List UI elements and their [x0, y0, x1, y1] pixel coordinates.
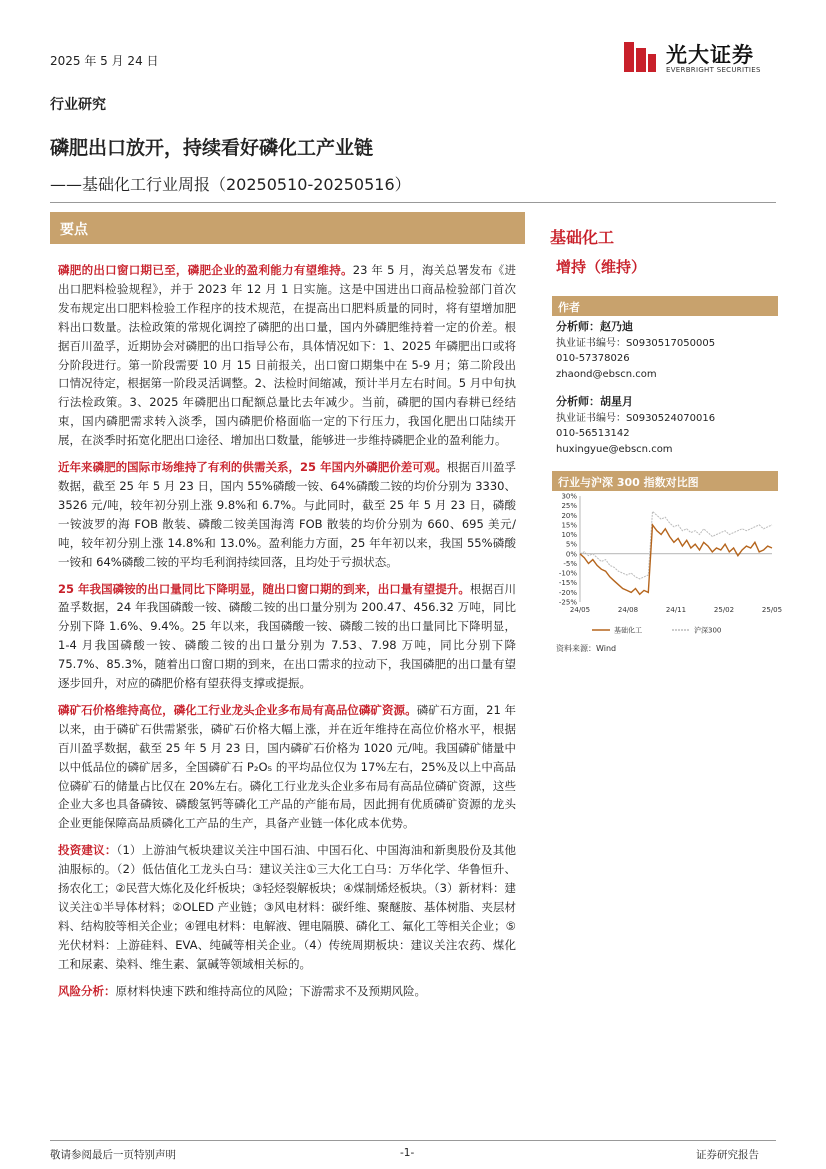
investment-advice	[58, 841, 516, 973]
analyst-cert: 执业证书编号：S0930517050005	[556, 337, 716, 349]
x-tick-label: 24/05	[569, 606, 591, 614]
report-subtitle: ——基础化工行业周报（20250510-20250516）	[50, 175, 411, 194]
y-tick-label: -10%	[558, 569, 577, 578]
y-tick-label: 10%	[561, 531, 577, 540]
analyst-name: 赵乃迪	[600, 320, 633, 333]
main-body	[58, 261, 516, 1009]
investment-label: 投资建议：	[58, 843, 117, 858]
y-tick-label: -5%	[563, 559, 577, 568]
legend-label: 基础化工	[614, 626, 642, 635]
analyst-email: huxingyue@ebscn.com	[556, 443, 673, 455]
analyst-block	[556, 319, 715, 382]
analyst-role: 分析师：	[556, 395, 600, 408]
x-tick-label: 24/08	[617, 606, 639, 614]
y-tick-label: 15%	[561, 521, 577, 530]
paragraph	[58, 458, 516, 571]
header-divider	[50, 202, 776, 203]
paragraph	[58, 580, 516, 693]
paragraph-text: 23 年 5 月，海关总署发布《进出口肥料检验规程》，并于 2023 年 12 月 1 日实施。这是中国进出口商品检验部门首次发布规定出口肥料检验工作程序的技术规范，在提高出口肥料质量的同时，将有望增加肥料出口数量。法检政策的常规化调控了磷肥的出口量，国内外磷肥维持着一定的价差。根据百川盈孚，近期协会对磷肥的出口指导公布，具体情况如下：1、2025 年磷肥出口或将分阶段进行。第一阶段需要 10 月 15 日前报关，出口窗口期集中在 5-9 月；第二阶段出口情况待定，根据第一阶段灵活调整。2、法检时间缩减，预计半月左右时间。5 月中旬执行法检政策。3、2025 年磷肥出口配额总量比去年减少。当前，磷肥的国内春耕已经结束，国内磷肥需求转入淡季，国内磷肥价格面临一定的下行压力，我国化肥出口陆续开展，在淡季时拓宽化肥出口途径、增加出口数量，能够进一步维持磷肥企业的盈利能力。	[58, 263, 517, 448]
analyst-block	[556, 394, 715, 457]
report-category: 行业研究	[50, 97, 106, 113]
y-tick-label: 0%	[565, 550, 577, 559]
keypoints-banner	[50, 212, 525, 244]
industry-name: 基础化工	[550, 228, 615, 247]
paragraph-text: 根据百川盈孚数据，24 年我国磷酸一铵、磷酸二铵的出口量分别为 200.47、456.32 万吨，同比分别下降 1.6%、9.4%。25 年以来，我国磷酸一铵、磷酸二铵的出口量同比下降明显，1-4 月我国磷酸一铵、磷酸二铵的出口量分别为 7.53、7.98 万吨，同比分别下降 75.7%、85.3%，随着出口窗口期的到来，在出口需求的拉动下，我国磷肥的出口量有望逐步回升，对应的磷肥价格有望获得支撑或提振。	[58, 581, 516, 691]
paragraph-lead: 近年来磷肥的国际市场维持了有利的供需关系，25 年国内外磷肥价差可观。	[58, 460, 447, 475]
y-tick-label: 20%	[561, 511, 577, 520]
analyst-phone: 010-57378026	[556, 353, 630, 364]
x-tick-label: 25/05	[761, 606, 783, 614]
analyst-email: zhaond@ebscn.com	[556, 368, 657, 380]
y-tick-label: -25%	[558, 598, 577, 607]
investment-text: （1）上游油气板块建议关注中国石油、中国石化、中国海油和新奥股份及其他油服标的。（2）低估值化工龙头白马：建议关注①三大化工白马：万华化学、华鲁恒升、扬农化工；②民营大炼化及化纤板块；③轻烃裂解板块；④煤制烯烃板块。（3）新材料：建议关注①半导体材料；②OLED 产业链；③风电材料：碳纤维、聚醚胺、基体树脂、夹层材料、结构胶等相关企业；④锂电材料：电解液、锂电隔膜、磷化工、氟化工等相关企业；⑤光伏材料：上游硅料、EVA、纯碱等相关企业。（4）传统周期板块：建议关注农药、煤化工和尿素、染料、维生素、氯碱等领域相关标的。	[58, 843, 517, 971]
rating: 增持（维持）	[556, 258, 647, 276]
paragraph-lead: 磷肥的出口窗口期已至，磷肥企业的盈利能力有望维持。	[58, 263, 353, 277]
x-tick-label: 25/02	[713, 606, 735, 614]
chart-banner	[552, 471, 778, 491]
paragraph-text: 根据百川盈孚数据，截至 25 年 5 月 23 日，国内 55%磷酸一铵、64%磷酸二铵的均价分别为 3330、3526 元/吨，较年初分别上涨 9.8%和 6.7%。与此同时，截至 25 年 5 月 23 日，磷酸一铵波罗的海 FOB 散装、磷酸二铵美国海湾 FOB 散装的均价分别为 660、695 美元/吨，较年初分别上涨 14.8%和 13.0%。盈利能力方面，25 年年初以来，我国 55%磷酸一铵和 64%磷酸二铵的平均毛利润持续回落，且均处于亏损状态。	[58, 460, 516, 569]
keypoints-label: 要点	[60, 222, 88, 238]
everbright-logo-icon	[622, 38, 658, 74]
y-tick-label: 5%	[565, 540, 577, 549]
analyst-name: 胡星月	[600, 395, 633, 408]
y-tick-label: -15%	[558, 579, 577, 588]
paragraph-text: 磷矿石方面，21 年以来，由于磷矿石供需紧张，磷矿石价格大幅上涨，并在近年维持在高位价格水平，根据百川盈孚数据，截至 25 年 5 月 23 日，国内磷矿石价格为 1020 元/吨。我国磷矿储量中以中低品位的磷矿居多，全国磷矿石 P₂O₅ 的平均品位仅为 17%左右，25%及以上中高品位磷矿石的储量占比仅在 20%左右。磷化工行业龙头企业多布局有高品位磷矿资源，这些企业大多也具备磷铵、磷酸氢钙等磷化工产品的产能布局，因此拥有优质磷矿资源的龙头企业更能保障高品质磷化工产品的生产，具备产业链一体化成本优势。	[58, 702, 516, 831]
author-label: 作者	[558, 301, 580, 314]
report-date: 2025 年 5 月 24 日	[50, 54, 159, 68]
analyst-role: 分析师：	[556, 320, 600, 333]
legend-label: 沪深300	[694, 626, 722, 635]
x-tick-label: 24/11	[665, 606, 687, 614]
page-number: -1-	[400, 1147, 415, 1159]
y-tick-label: 30%	[561, 492, 577, 501]
footer-report-type: 证券研究报告	[696, 1149, 759, 1161]
analyst-phone: 010-56513142	[556, 428, 630, 439]
paragraph	[58, 261, 516, 450]
series-line	[580, 511, 772, 579]
risk-label: 风险分析：	[58, 983, 116, 998]
author-banner	[552, 296, 778, 316]
company-logo	[622, 38, 782, 78]
chart-label: 行业与沪深 300 指数对比图	[558, 476, 699, 489]
index-comparison-chart	[552, 490, 783, 640]
footer-divider	[50, 1140, 776, 1141]
logo-english-text: EVERBRIGHT SECURITIES	[666, 66, 761, 74]
y-tick-label: 25%	[561, 502, 577, 511]
footer-disclaimer: 敬请参阅最后一页特别声明	[50, 1149, 176, 1161]
risk-analysis	[58, 982, 516, 1001]
y-tick-label: -20%	[558, 588, 577, 597]
risk-text: 原材料快速下跌和维持高位的风险；下游需求不及预期风险。	[115, 983, 426, 998]
paragraph-lead: 磷矿石价格维持高位，磷化工行业龙头企业多布局有高品位磷矿资源。	[58, 702, 417, 717]
chart-source: 资料来源：Wind	[556, 644, 617, 653]
report-title: 磷肥出口放开，持续看好磷化工产业链	[50, 137, 374, 159]
paragraph	[58, 701, 516, 833]
series-line	[580, 525, 772, 594]
paragraph-lead: 25 年我国磷铵的出口量同比下降明显，随出口窗口期的到来，出口量有望提升。	[58, 581, 470, 596]
logo-text: 光大证券	[666, 43, 754, 67]
analyst-cert: 执业证书编号：S0930524070016	[556, 412, 716, 424]
